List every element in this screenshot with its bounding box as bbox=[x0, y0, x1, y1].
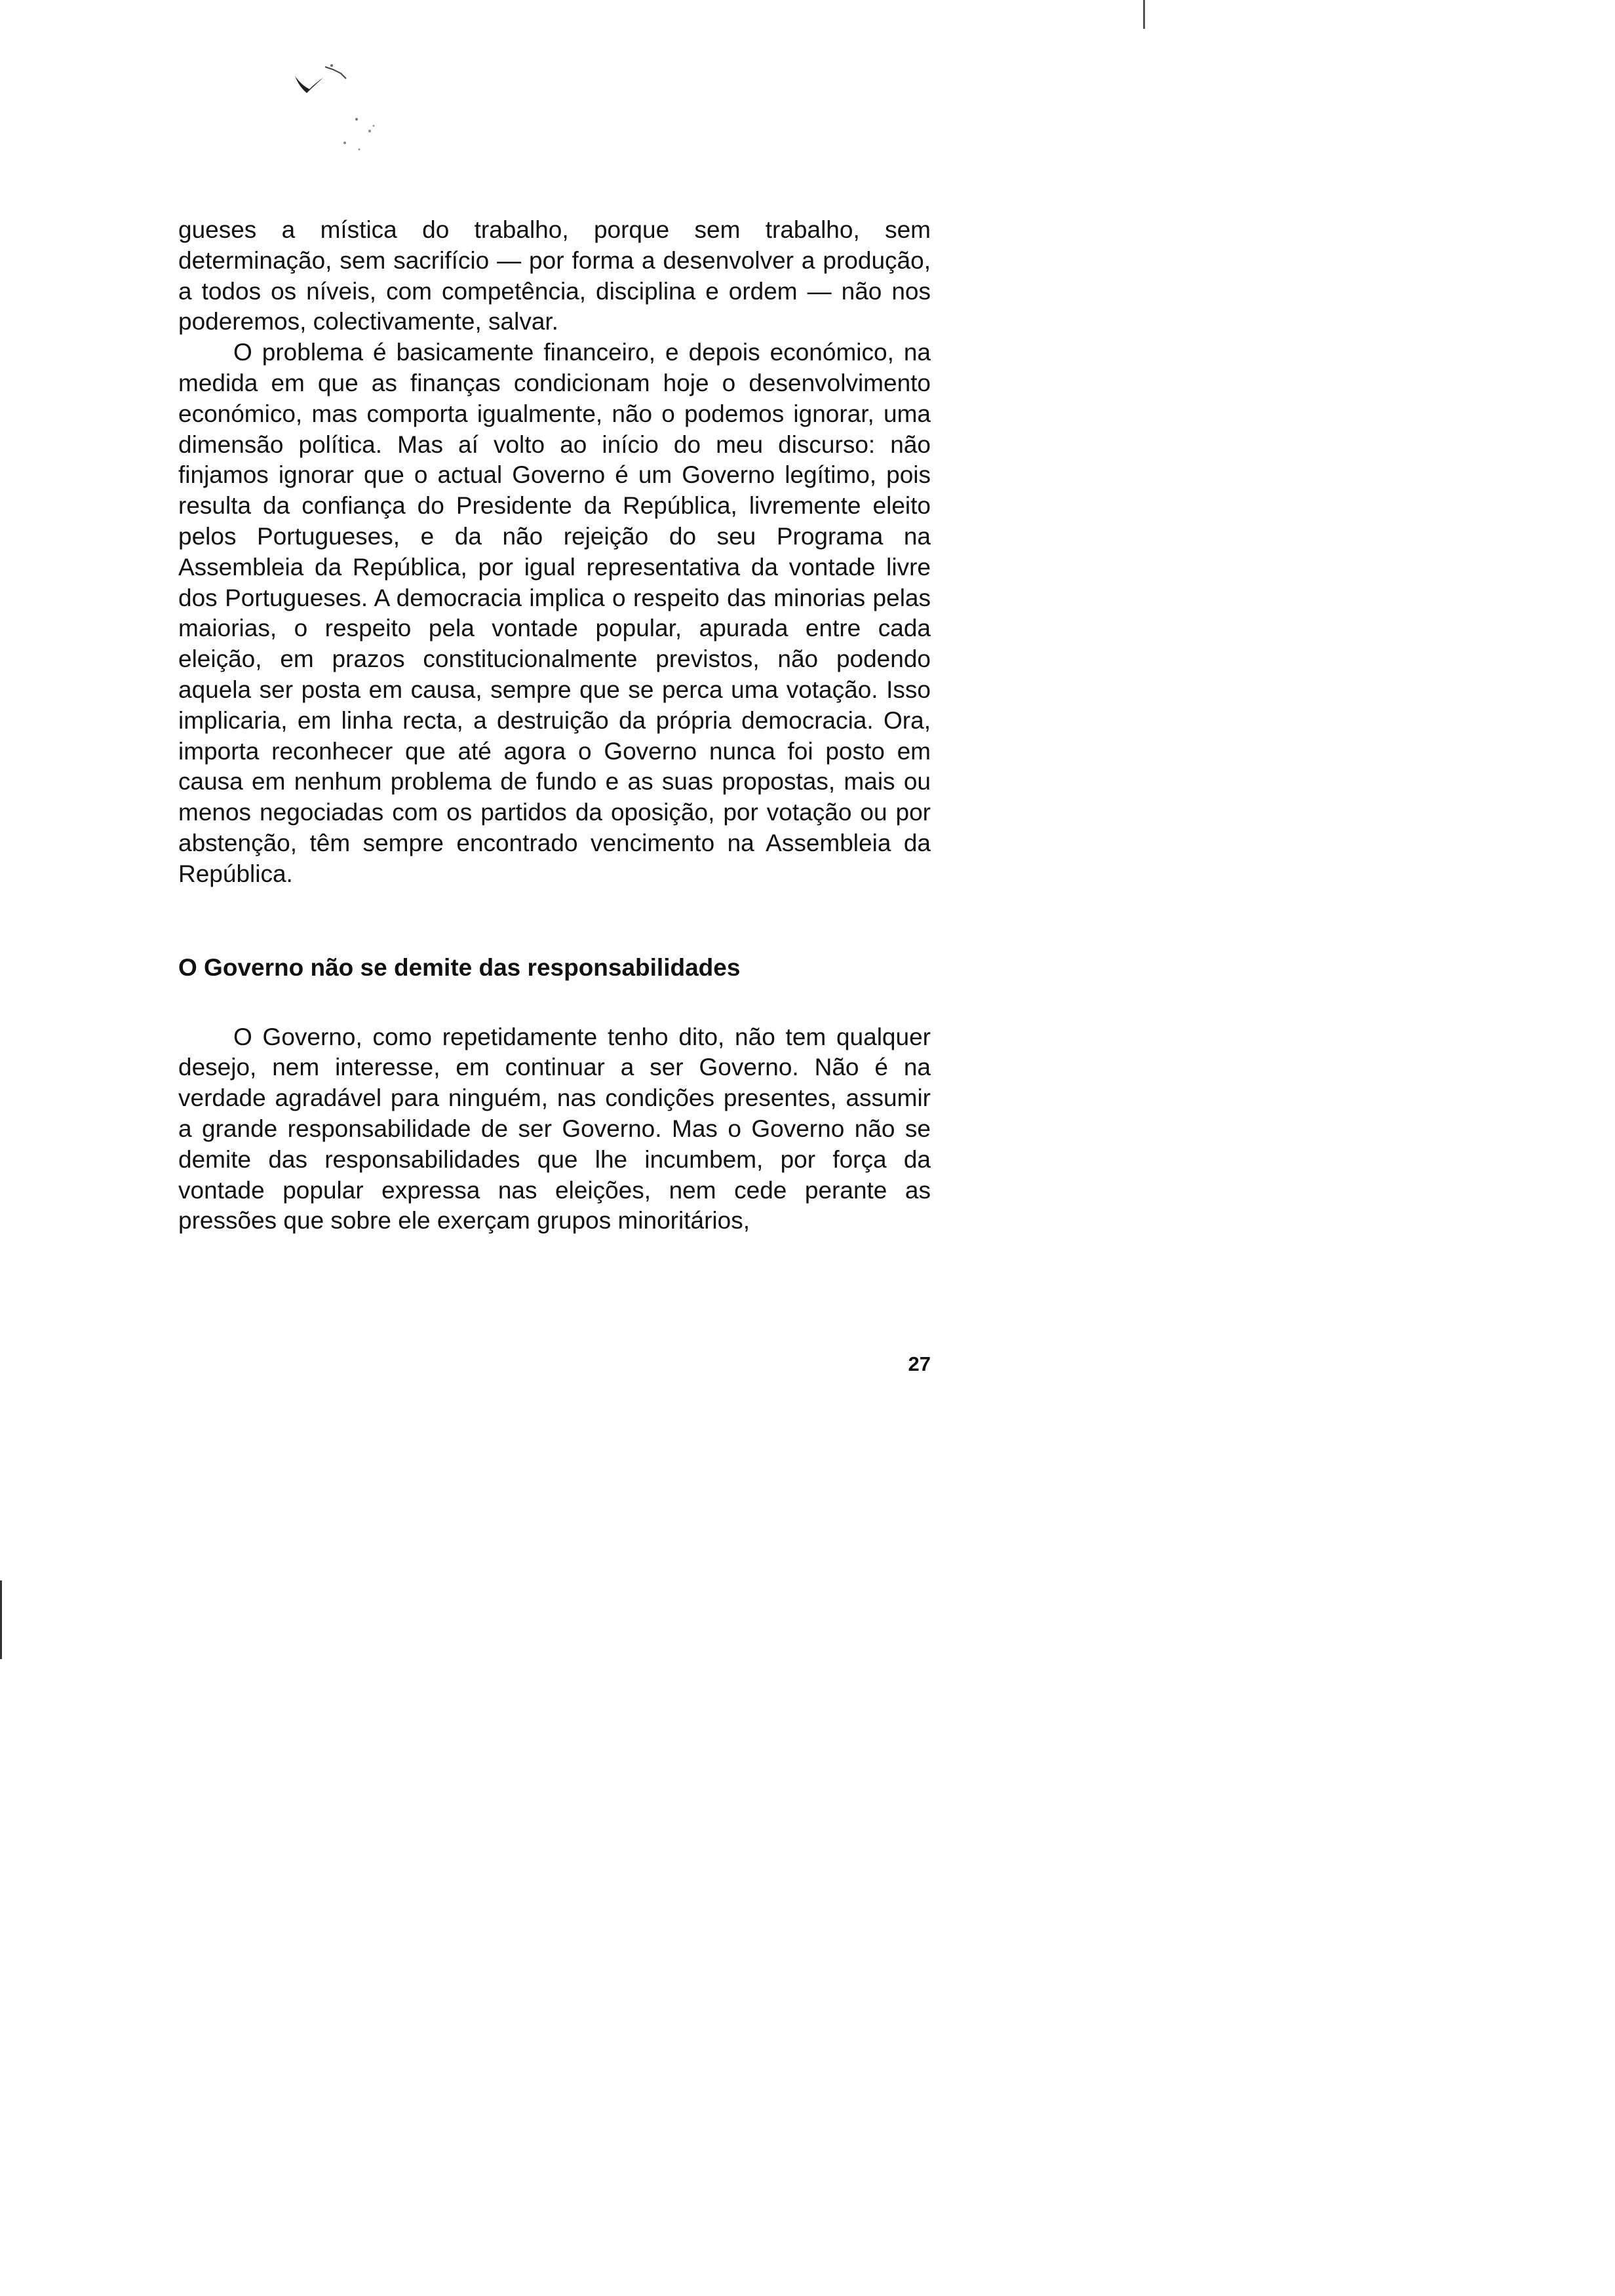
section-heading: O Governo não se demite das responsabilidades bbox=[178, 953, 741, 981]
page-number: 27 bbox=[908, 1352, 931, 1375]
paragraph-financial-problem: O problema é basicamente financeiro, e depois económico, na medida em que as finanças condicionam hoje o desenvolvimento económico, mas comporta igualmente, não o podemos ignorar, uma dimensão política. Mas aí volto ao início do meu discurso: não finjamos ignorar que o actual Governo é um Governo legítimo, pois resulta da confiança do Presidente da República, livremente eleito pelos Portugueses, e da não rejeição do seu Programa na Assembleia da República, por igual representativa da vontade livre dos Portugueses. A democracia implica o respeito das minorias pelas maiorias, o respeito pela vontade popular, apurada entre cada eleição, em prazos constitucionalmente previstos, não podendo aquela ser posta em causa, sempre que se perca uma votação. Isso implicaria, em linha recta, a destruição da própria democracia. Ora, importa reconhecer que até agora o Governo nunca foi posto em causa em nenhum problema de fundo e as suas propostas, mais ou menos negociadas com os partidos da oposição, por votação ou por abstenção, têm sempre encontrado vencimento na Assembleia da República. bbox=[178, 339, 931, 887]
scan-edge-mark-left bbox=[0, 1580, 2, 1659]
scan-edge-mark-top bbox=[1143, 0, 1145, 29]
page-text-body bbox=[178, 215, 931, 1236]
paragraph-government-responsibility: O Governo, como repetidamente tenho dito, não tem qualquer desejo, nem interesse, em continuar a ser Governo. Não é na verdade agradável para ninguém, nas condições presentes, assumir a grande responsabilidade de ser Governo. Mas o Governo não se demite das responsabilidades que lhe incumbem, por força da vontade popular expressa nas eleições, nem cede perante as pressões que sobre ele exerçam grupos minoritários, bbox=[178, 1023, 931, 1234]
paragraph-continuation: gueses a mística do trabalho, porque sem trabalho, sem determinação, sem sacrifício — por forma a desenvolver a produção, a todos os níveis, com competência, disciplina e ordem — não nos poderemos, colectivamente, salvar. bbox=[178, 216, 931, 335]
scan-smudge-artifact bbox=[292, 63, 378, 184]
